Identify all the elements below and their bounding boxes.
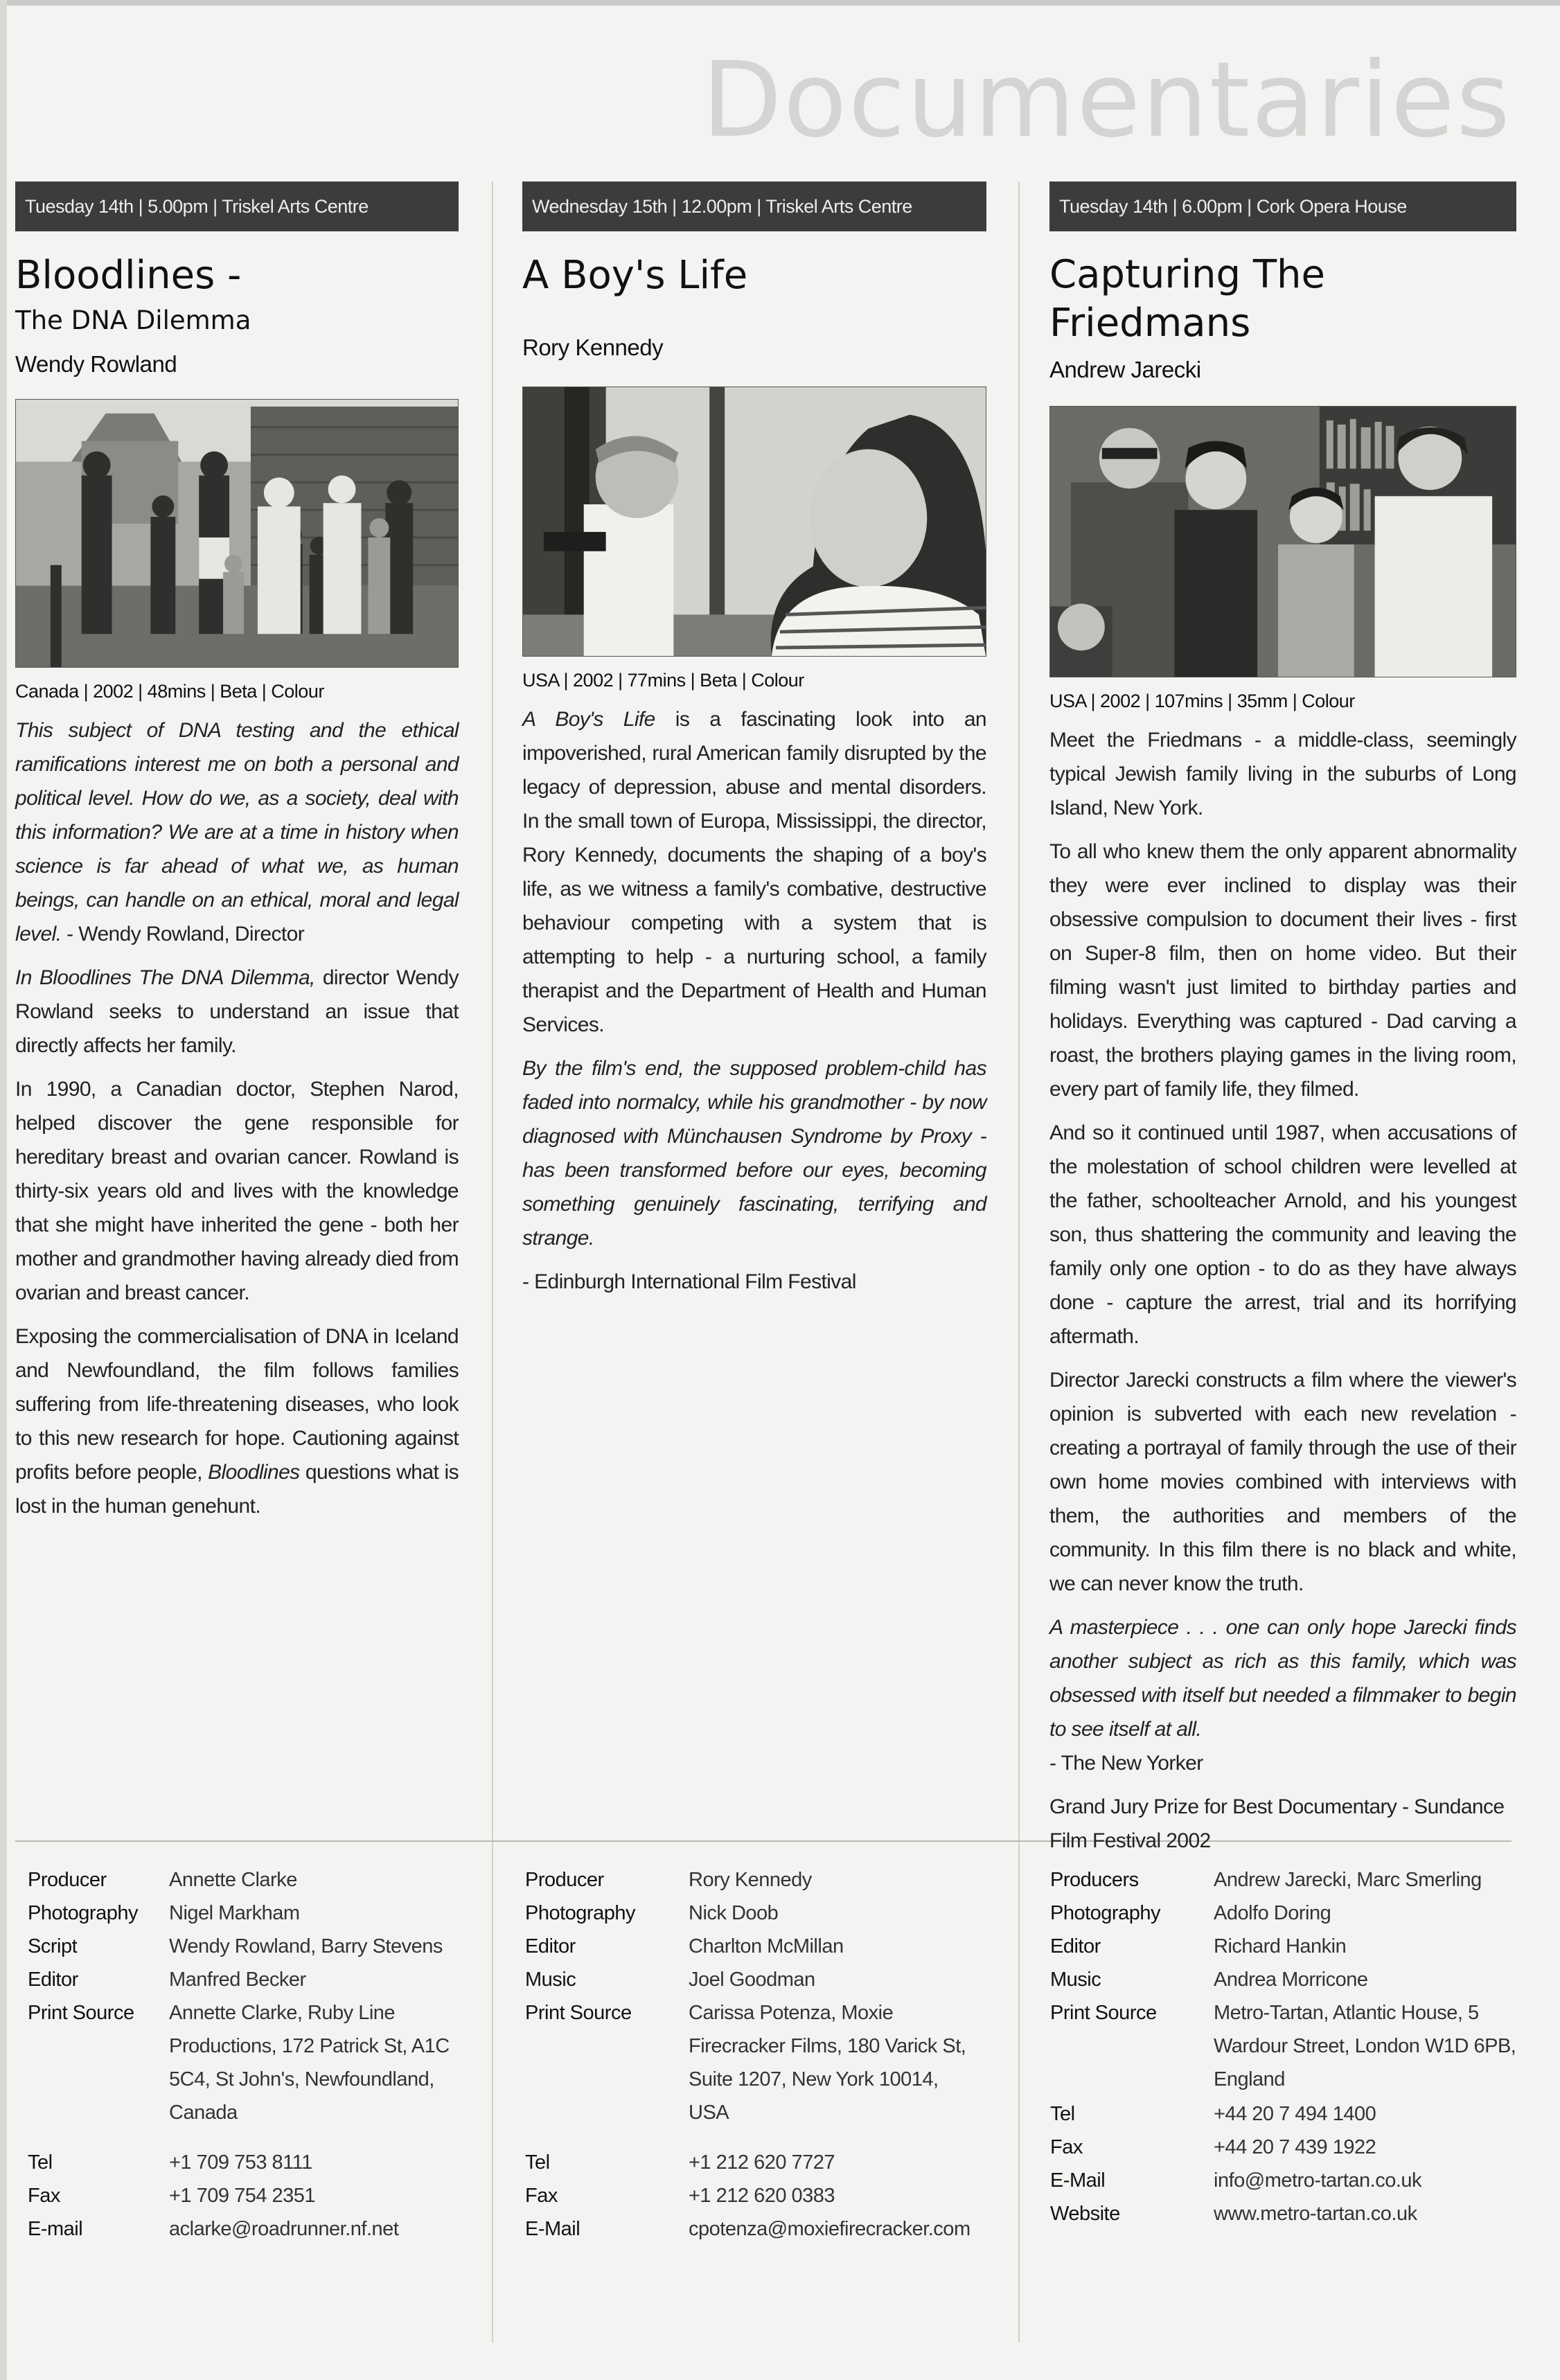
quote-attribution: - Edinburgh International Film Festival [522,1270,856,1293]
section-title: Documentaries [702,40,1512,161]
film-director: Rory Kennedy [522,335,664,360]
credit-label: Editor [525,1935,576,1957]
top-edge [0,0,1560,6]
credit-value: Annette Clarke, Ruby Line Productions, 172 Patrick St, A1C 5C4, St John's, Newfoundland, Canada [169,2002,450,2124]
credit-value: Manfred Becker [169,1969,306,1991]
credit-value: Charlton McMillan [689,1935,844,1957]
credit-label: Photography [1050,1902,1160,1924]
credit-label: Producer [525,1869,604,1891]
synopsis-paragraph: Director Jarecki constructs a film where the viewer's opinion is subverted with each new revelation - creating a portrayal of family through the use of their own home movies combined with interviews with them, the authorities and members of the community. In this film there is no black and white, we can never know the truth. [1049,1369,1516,1595]
credit-label: Editor [1050,1935,1101,1957]
screening-info-bar: Tuesday 14th | 5.00pm | Triskel Arts Centre [15,181,459,231]
credit-label: Music [1050,1969,1101,1991]
credit-row [1050,2197,1521,2230]
credit-row [28,1897,457,1930]
screening-info-bar: Wednesday 15th | 12.00pm | Triskel Arts Centre [522,181,986,231]
credit-value: Wendy Rowland, Barry Stevens [169,1935,443,1957]
credit-value: +44 20 7 494 1400 [1214,2103,1376,2125]
credit-label: Website [1050,2203,1120,2225]
film-title: Bloodlines - [15,253,242,298]
credit-row [1050,2164,1521,2197]
critic-quote: A masterpiece . . . one can only hope Jarecki finds another subject as rich as this family, which was obsessed with itself but needed a filmmaker to begin to see itself at all. [1049,1616,1516,1741]
credit-value: Nigel Markham [169,1902,300,1924]
credit-value: +1 212 620 7727 [689,2151,835,2174]
film-synopsis [1049,723,1516,1858]
quote-attribution: - The New Yorker [1049,1752,1203,1775]
synopsis-paragraph: Exposing the commercialisation of DNA in Iceland and Newfoundland, the film follows families suffering from life-threatening diseases, who look to this new research for hope. Cautioning against profits before people, [15,1325,459,1484]
credit-value: Annette Clarke [169,1869,297,1891]
credit-value: +1 709 753 8111 [169,2151,312,2174]
credit-value: cpotenza@moxiefirecracker.com [689,2218,970,2240]
credits-block-capturing-the-friedmans [1050,1863,1521,2230]
film-still-photo [15,399,459,668]
synopsis-title-ref: A Boy's Life [522,708,655,731]
synopsis-paragraph: Meet the Friedmans - a middle-class, seemingly typical Jewish family living in the suburbs of Long Island, New York. [1049,729,1516,819]
film-metadata: USA | 2002 | 77mins | Beta | Colour [522,670,804,691]
credit-label: Tel [525,2151,550,2174]
film-column-capturing-the-friedmans [1049,181,1516,1867]
column-divider [492,181,493,2343]
credit-row [1050,2131,1521,2164]
credit-value: Rory Kennedy [689,1869,812,1891]
credit-label: Photography [28,1902,138,1924]
film-title [1049,251,1516,348]
credit-row [525,2212,982,2246]
credit-label: E-Mail [525,2218,580,2240]
credit-label: Fax [28,2185,60,2207]
film-title-line: Capturing The [1049,252,1325,297]
film-synopsis [522,702,986,1299]
credit-value: Nick Doob [689,1902,779,1924]
synopsis-paragraph-end: questions what is lost in the human genehunt. [15,1461,459,1518]
credit-row [525,1930,982,1963]
credits-block-bloodlines [28,1863,457,2246]
credit-value: Metro-Tartan, Atlantic House, 5 Wardour Street, London W1D 6PB, England [1214,2002,1516,2090]
synopsis-paragraph: And so it continued until 1987, when accusations of the molestation of school children were levelled at the father, schoolteacher Arnold, and his youngest son, thus shattering the community and leaving the family only one option - to do as they have always done - capture the arrest, trial and its horrifying aftermath. [1049,1121,1516,1348]
credit-value: Andrew Jarecki, Marc Smerling [1214,1869,1482,1891]
film-director: Wendy Rowland [15,351,177,377]
credit-value: Richard Hankin [1214,1935,1347,1957]
film-synopsis [15,713,459,1523]
credit-label: Fax [1050,2136,1083,2158]
film-still-photo [1049,406,1516,677]
column-divider [1018,181,1020,2343]
credit-label: Fax [525,2185,558,2207]
credit-row [525,2146,982,2179]
credit-label: Tel [28,2151,53,2174]
director-quote: This subject of DNA testing and the ethical ramifications interest me on both a personal and political level. How do we, as a society, deal with this information? We are at a time in history when science is far ahead of what we, as human beings, can handle on an ethical, moral and legal level. [15,719,459,945]
credit-row [1050,2097,1521,2131]
film-subtitle: The DNA Dilemma [15,305,251,335]
credit-row [1050,1930,1521,1963]
synopsis-paragraph: director Wendy Rowland seeks to understand an issue that directly affects her family. [15,966,459,1057]
credit-label: Print Source [1050,2002,1157,2024]
film-metadata: USA | 2002 | 107mins | 35mm | Colour [1049,691,1355,711]
credit-row [525,1897,982,1930]
credit-label: Photography [525,1902,635,1924]
credit-row [1050,1963,1521,1996]
credit-row [28,2146,457,2179]
credit-label: Print Source [525,2002,632,2024]
credit-value: Andrea Morricone [1214,1969,1368,1991]
credit-row [28,2212,457,2246]
film-column-a-boys-life [522,181,986,1308]
credit-value: +1 709 754 2351 [169,2185,316,2207]
credit-row [1050,1897,1521,1930]
credit-label: Script [28,1935,78,1957]
film-still-photo [522,387,986,657]
synopsis-paragraph: To all who knew them the only apparent abnormality they were ever inclined to display was their obsessive compulsion to document their lives - first on Super-8 film, then on home video. But their filming wasn't just limited to birthday parties and holidays. Everything was captured - Dad carving a roast, the brothers playing games in the living room, every part of family life, they filmed. [1049,840,1516,1101]
award-note: Grand Jury Prize for Best Documentary - Sundance Film Festival 2002 [1049,1795,1505,1852]
credit-value: Adolfo Doring [1214,1902,1331,1924]
credit-label: Producers [1050,1869,1139,1891]
credit-row [28,1863,457,1897]
credit-row [525,1996,982,2129]
film-metadata: Canada | 2002 | 48mins | Beta | Colour [15,681,324,702]
credit-value: Joel Goodman [689,1969,815,1991]
synopsis-title-ref: In Bloodlines The DNA Dilemma, [15,966,315,989]
credit-label: E-Mail [1050,2169,1106,2192]
credit-label: E-mail [28,2218,83,2240]
credit-row [1050,1863,1521,1897]
credit-value: Carissa Potenza, Moxie Firecracker Films, 180 Varick St, Suite 1207, New York 10014, USA [689,2002,966,2124]
credit-row [525,1963,982,1996]
screening-info-bar: Tuesday 14th | 6.00pm | Cork Opera House [1049,181,1516,231]
film-column-bloodlines [15,181,459,1533]
synopsis-paragraph: In 1990, a Canadian doctor, Stephen Narod, helped discover the gene responsible for hereditary breast and ovarian cancer. Rowland is thirty-six years old and lives with the knowledge that she might have inherited the gene - both her mother and grandmother having already died from ovarian and breast cancer. [15,1078,459,1304]
credit-row [28,1930,457,1963]
film-director: Andrew Jarecki [1049,357,1201,382]
credit-label: Music [525,1969,576,1991]
credit-label: Print Source [28,2002,134,2024]
synopsis-title-ref: Bloodlines [208,1461,300,1484]
quote-attribution: - Wendy Rowland, Director [61,923,305,945]
credit-row [525,2179,982,2212]
credit-label: Producer [28,1869,107,1891]
credit-value: aclarke@roadrunner.nf.net [169,2218,399,2240]
credit-row [28,1996,457,2129]
film-title-line: Friedmans [1049,301,1251,346]
credit-row [28,1963,457,1996]
credit-value: info@metro-tartan.co.uk [1214,2169,1422,2192]
credit-row [525,1863,982,1897]
credit-value: www.metro-tartan.co.uk [1214,2203,1417,2225]
credit-row [28,2179,457,2212]
credit-row [1050,1996,1521,2096]
credit-label: Tel [1050,2103,1075,2125]
credits-block-a-boys-life [525,1863,982,2246]
credit-label: Editor [28,1969,78,1991]
credit-value: +1 212 620 0383 [689,2185,835,2207]
critic-quote: By the film's end, the supposed problem-child has faded into normalcy, while his grandmother - by now diagnosed with Münchausen Syndrome by Proxy - has been transformed before our eyes, becoming something genuinely fascinating, terrifying and strange. [522,1057,986,1250]
film-title: A Boy's Life [522,253,748,298]
page-edge-shadow [0,0,7,2380]
synopsis-paragraph: is a fascinating look into an impoverished, rural American family disrupted by the legacy of depression, abuse and mental disorders. In the small town of Europa, Mississippi, the director, Rory Kennedy, documents the shaping of a boy's life, as we witness a family's combative, destructive behaviour competing with a system that is attempting to help - a nurturing school, a family therapist and the Department of Health and Human Services. [522,708,986,1036]
credit-value: +44 20 7 439 1922 [1214,2136,1376,2158]
